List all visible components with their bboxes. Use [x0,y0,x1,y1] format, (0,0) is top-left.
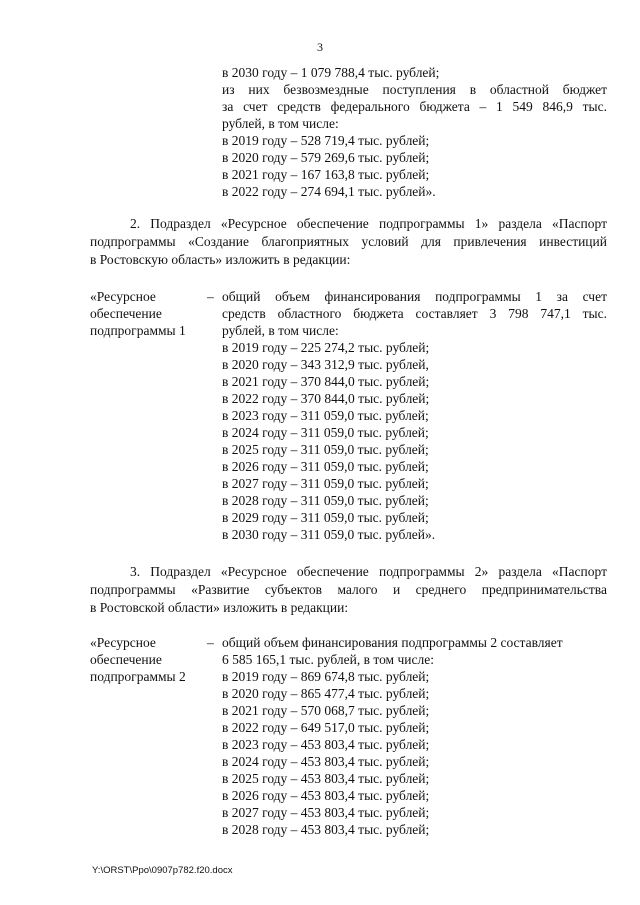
block1-line: в 2019 году – 528 719,4 тыс. рублей; [222,133,430,148]
page-number: 3 [317,40,323,54]
section3-paragraph-line: подпрограммы «Развитие субъектов малого и среднего предпринимательства [90,582,607,597]
section2-label-line: подпрограммы 1 [90,323,186,338]
section2-value-line: средств областного бюджета составляет 3 798 747,1 тыс. [222,306,607,321]
section2-value-line: в 2025 году – 311 059,0 тыс. рублей; [222,442,429,457]
section2-value-line: в 2023 году – 311 059,0 тыс. рублей; [222,408,429,423]
section3-value-line: в 2020 году – 865 477,4 тыс. рублей; [222,686,430,701]
section3-value-line: в 2024 году – 453 803,4 тыс. рублей; [222,754,430,769]
section3-value-line: в 2019 году – 869 674,8 тыс. рублей; [222,669,430,684]
section3-value-line: в 2022 году – 649 517,0 тыс. рублей; [222,720,430,735]
section2-value-line: в 2026 году – 311 059,0 тыс. рублей; [222,459,429,474]
section2-value-line: в 2029 году – 311 059,0 тыс. рублей; [222,510,429,525]
block1-line: в 2022 году – 274 694,1 тыс. рублей». [222,184,436,199]
section3-paragraph-line: в Ростовской области» изложить в редакции: [90,600,349,615]
section3-value-line: в 2026 году – 453 803,4 тыс. рублей; [222,788,430,803]
section2-value-line: рублей, в том числе: [222,323,339,338]
section2-value-line: в 2022 году – 370 844,0 тыс. рублей; [222,391,430,406]
section3-label-line: подпрограммы 2 [90,669,186,684]
section3-value-line: в 2028 году – 453 803,4 тыс. рублей; [222,822,430,837]
section2-label-line: «Ресурсное [90,289,156,304]
section3-value-line: 6 585 165,1 тыс. рублей, в том числе: [222,652,434,667]
section2-paragraph-line: подпрограммы «Создание благоприятных условий для привлечения инвестиций [90,234,607,249]
section3-value-line: в 2025 году – 453 803,4 тыс. рублей; [222,771,430,786]
section2-value-line: в 2019 году – 225 274,2 тыс. рублей; [222,340,430,355]
section2-value-line: в 2030 году – 311 059,0 тыс. рублей». [222,527,436,542]
block1-line: рублей, в том числе: [222,116,339,131]
block1-line: за счет средств федерального бюджета – 1 549 846,9 тыс. [222,99,607,114]
section3-value-line: общий объем финансирования подпрограммы 2 составляет [222,635,563,650]
section2-value-line: в 2020 году – 343 312,9 тыс. рублей, [222,357,429,372]
block1-line: из них безвозмездные поступления в областной бюджет [222,82,607,97]
section3-dash: – [207,635,214,650]
block1-line: в 2020 году – 579 269,6 тыс. рублей; [222,150,430,165]
section2-value-line: в 2027 году – 311 059,0 тыс. рублей; [222,476,429,491]
section2-value-line: в 2021 году – 370 844,0 тыс. рублей; [222,374,430,389]
section3-value-line: в 2027 году – 453 803,4 тыс. рублей; [222,805,430,820]
section3-value-line: в 2021 году – 570 068,7 тыс. рублей; [222,703,430,718]
section3-label-line: «Ресурсное [90,635,156,650]
section2-value-line: в 2024 году – 311 059,0 тыс. рублей; [222,425,429,440]
block1-line: в 2030 году – 1 079 788,4 тыс. рублей; [222,65,440,80]
section2-paragraph-line: в Ростовскую область» изложить в редакции: [90,252,351,267]
section2-value-line: общий объем финансирования подпрограммы 1 за счет [222,289,607,304]
section2-dash: – [207,289,214,304]
section3-paragraph-line: 3. Подраздел «Ресурсное обеспечение подпрограммы 2» раздела «Паспорт [130,564,607,579]
section3-label-line: обеспечение [90,652,162,667]
section2-paragraph-line: 2. Подраздел «Ресурсное обеспечение подпрограммы 1» раздела «Паспорт [130,216,607,231]
footer-file-path: Y:\ORST\Ppo\0907p782.f20.docx [92,865,233,876]
section3-value-line: в 2023 году – 453 803,4 тыс. рублей; [222,737,430,752]
section2-value-line: в 2028 году – 311 059,0 тыс. рублей; [222,493,429,508]
block1-line: в 2021 году – 167 163,8 тыс. рублей; [222,167,430,182]
section2-label-line: обеспечение [90,306,162,321]
